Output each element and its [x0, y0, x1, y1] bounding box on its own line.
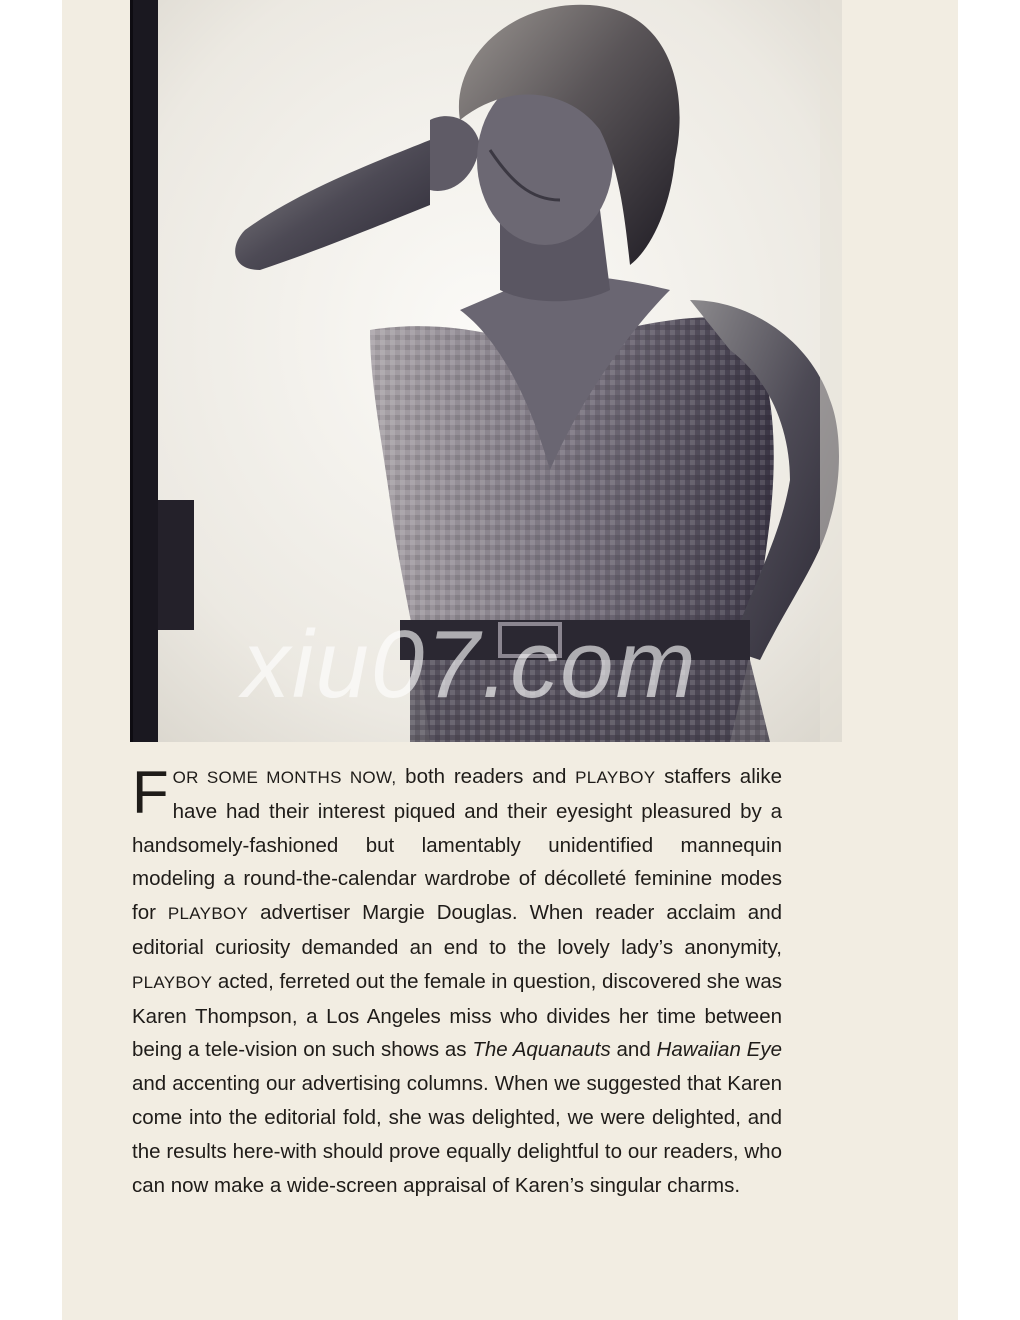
playboy-mention-3: PLAYBOY — [132, 972, 213, 992]
text-segment-5: and — [610, 1038, 657, 1062]
text-segment-2: staffers alike have had their interest piqued and their eyesight pleasured by a handsomely-fashioned but lamentably unidentified mannequin modeling a round-the-calendar wardrobe of décolleté feminine modes for — [132, 765, 782, 925]
show-title-aquanauts: The Aquanauts — [472, 1038, 611, 1062]
magazine-page — [62, 0, 958, 1320]
text-segment-6: and accenting our advertising columns. When we suggested that Karen come into the editorial fold, she was delighted, we were delighted, and the results here-with should prove equally delightful to our readers, who can now make a wide-screen appraisal of Karen’s singular charms. — [132, 1072, 782, 1197]
text-segment-1: both readers and — [396, 765, 576, 788]
opening-smallcaps: OR SOME MONTHS NOW, — [172, 768, 397, 787]
playboy-mention-1: PLAYBOY — [575, 768, 656, 787]
drop-cap: F — [132, 759, 169, 826]
article-paragraph — [132, 760, 782, 1202]
text-segment-4: acted, ferreted out the female in question, discovered she was Karen Thompson, a Los Angeles miss who divides her time between being a tele-vision on such shows as — [132, 969, 782, 1062]
playboy-mention-2: PLAYBOY — [167, 904, 249, 924]
watermark-text: xiu07.com — [242, 611, 698, 718]
show-title-hawaiian-eye: Hawaiian Eye — [656, 1038, 782, 1062]
article-body — [132, 760, 782, 1202]
text-segment-3: advertiser Margie Douglas. When reader acclaim and editorial curiosity demanded an end to the lovely lady’s anonymity, — [132, 901, 783, 959]
